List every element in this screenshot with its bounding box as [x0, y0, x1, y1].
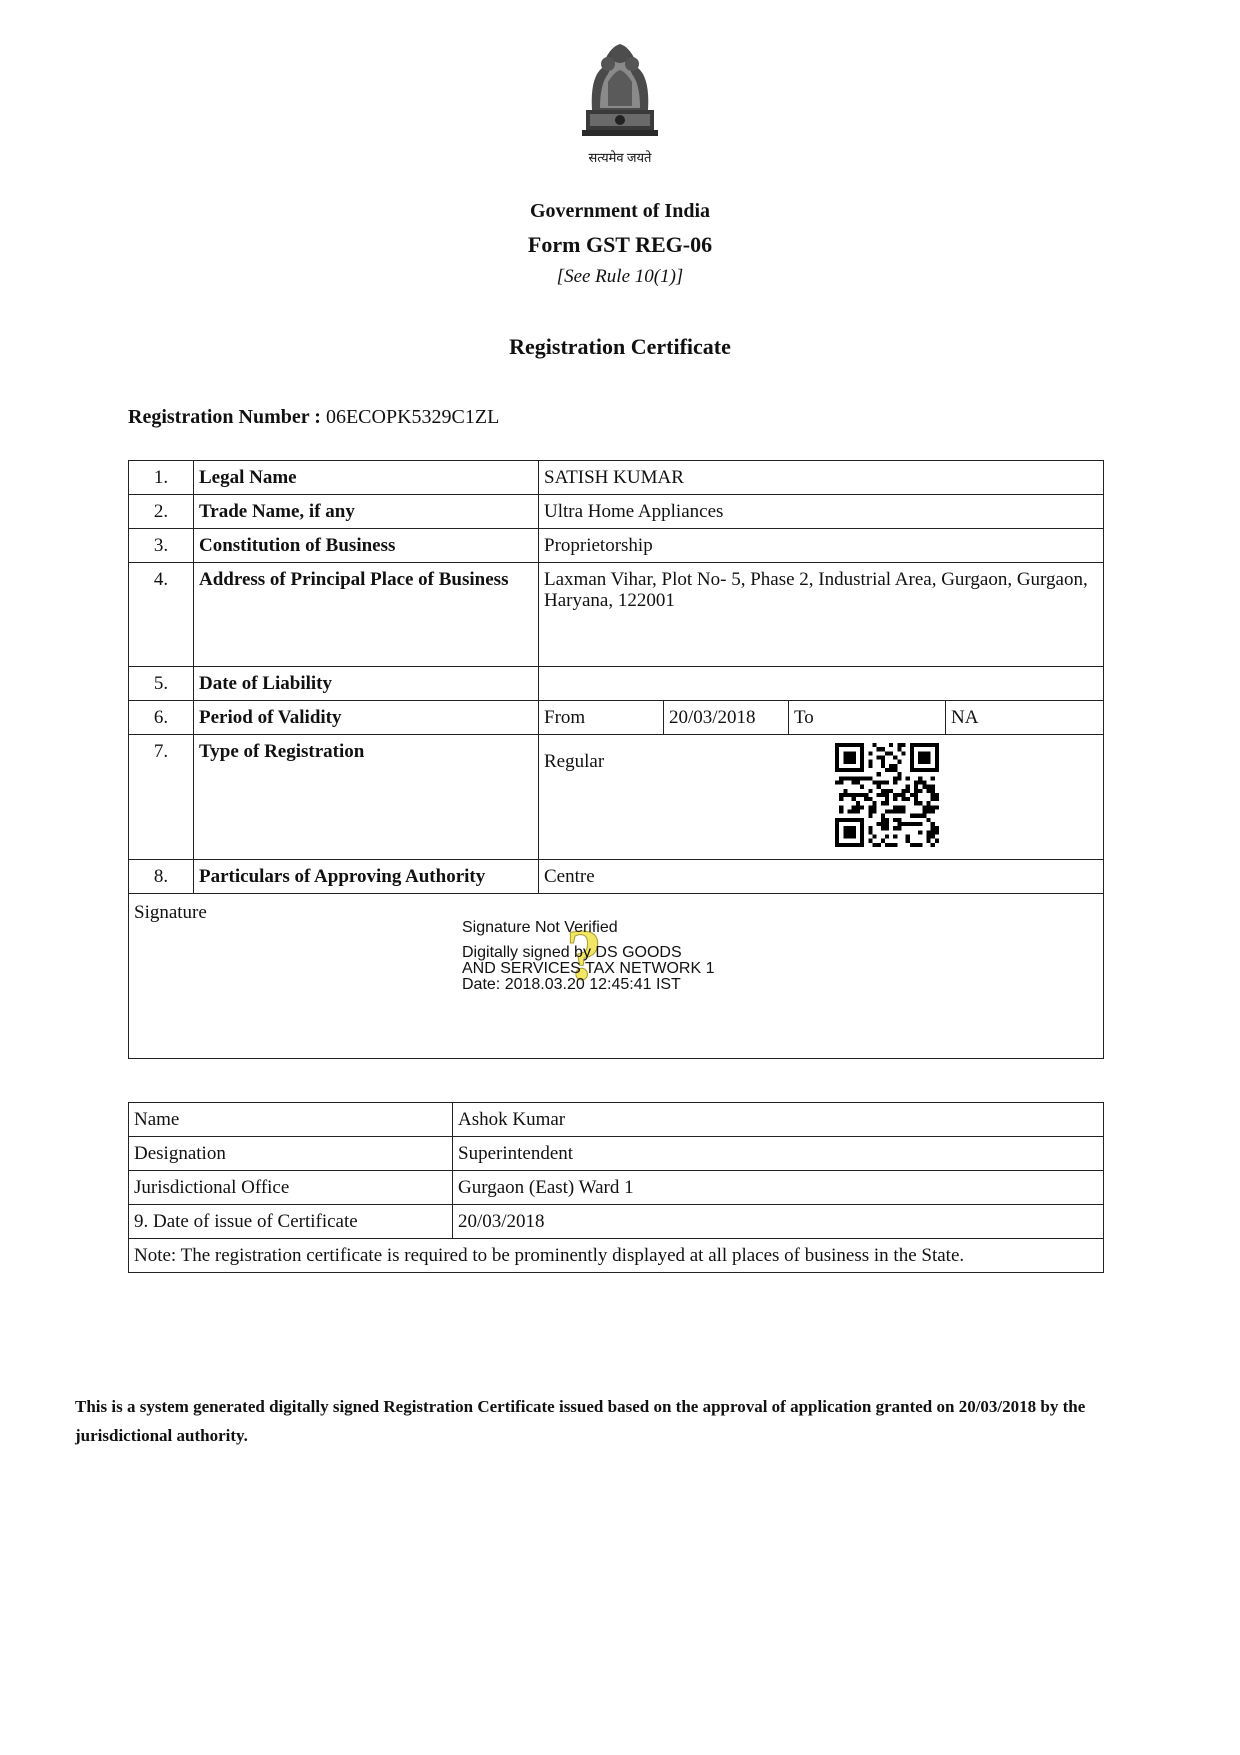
table-row — [129, 701, 1104, 735]
jurisdictional-office-label: Jurisdictional Office — [129, 1171, 453, 1205]
liability-date-value — [539, 667, 1104, 701]
national-motto: सत्यमेव जयते — [588, 150, 652, 165]
row-number: 3. — [129, 529, 194, 563]
row-number: 5. — [129, 667, 194, 701]
signed-by-line: AND SERVICES TAX NETWORK 1 — [462, 960, 715, 977]
table-row — [129, 1205, 1104, 1239]
address-value: Laxman Vihar, Plot No- 5, Phase 2, Industrial Area, Gurgaon, Gurgaon, Haryana, 122001 — [539, 563, 1104, 667]
validity-to-label: To — [789, 701, 946, 735]
signature-status: Signature Not Verified — [462, 919, 618, 936]
jurisdictional-office-value: Gurgaon (East) Ward 1 — [453, 1171, 1104, 1205]
trade-name-label: Trade Name, if any — [194, 495, 539, 529]
row-number: 6. — [129, 701, 194, 735]
validity-to-date: NA — [946, 701, 1104, 735]
issue-date-value: 20/03/2018 — [453, 1205, 1104, 1239]
row-number: 7. — [129, 735, 194, 860]
legal-name-value: SATISH KUMAR — [539, 461, 1104, 495]
issue-date-label: 9. Date of issue of Certificate — [129, 1205, 453, 1239]
officer-name-label: Name — [129, 1103, 453, 1137]
validity-from-label: From — [539, 701, 664, 735]
legal-name-label: Legal Name — [194, 461, 539, 495]
officer-table — [128, 1102, 1104, 1273]
table-row — [129, 1103, 1104, 1137]
constitution-value: Proprietorship — [539, 529, 1104, 563]
national-emblem-icon — [578, 38, 662, 138]
row-number: 8. — [129, 860, 194, 894]
table-row — [129, 735, 1104, 860]
constitution-label: Constitution of Business — [194, 529, 539, 563]
designation-label: Designation — [129, 1137, 453, 1171]
approving-authority-label: Particulars of Approving Authority — [194, 860, 539, 894]
trade-name-value: Ultra Home Appliances — [539, 495, 1104, 529]
signed-by-line: Digitally signed by DS GOODS — [462, 944, 682, 961]
signature-date: Date: 2018.03.20 12:45:41 IST — [462, 976, 681, 993]
registration-type-cell — [539, 735, 1104, 860]
certificate-title: Registration Certificate — [509, 334, 731, 359]
form-title: Form GST REG-06 — [527, 232, 713, 257]
question-mark-icon: ? — [566, 915, 602, 995]
address-label: Address of Principal Place of Business — [194, 563, 539, 667]
validity-from-date: 20/03/2018 — [664, 701, 789, 735]
table-row — [129, 563, 1104, 667]
table-row — [129, 529, 1104, 563]
row-number: 1. — [129, 461, 194, 495]
approving-authority-value: Centre — [539, 860, 1104, 894]
registration-number — [128, 406, 499, 429]
table-row — [129, 1239, 1104, 1273]
digital-signature-block — [462, 920, 715, 993]
designation-value: Superintendent — [453, 1137, 1104, 1171]
signature-row — [129, 894, 1104, 1059]
table-row — [129, 495, 1104, 529]
table-row — [129, 667, 1104, 701]
signature-cell — [129, 894, 1104, 1059]
qr-code-icon — [835, 743, 939, 847]
table-row — [129, 1171, 1104, 1205]
registration-number-value: 06ECOPK5329C1ZL — [325, 406, 500, 428]
certificate-table — [128, 460, 1104, 1059]
table-row — [129, 461, 1104, 495]
registration-type-value: Regular — [544, 751, 605, 772]
rule-reference: [See Rule 10(1)] — [556, 266, 684, 287]
liability-date-label: Date of Liability — [194, 667, 539, 701]
row-number: 2. — [129, 495, 194, 529]
table-row — [129, 860, 1104, 894]
registration-number-label: Registration Number : — [128, 406, 321, 428]
display-note: Note: The registration certificate is required to be prominently displayed at all places of business in the State. — [129, 1239, 1104, 1273]
table-row — [129, 1137, 1104, 1171]
validity-label: Period of Validity — [194, 701, 539, 735]
row-number: 4. — [129, 563, 194, 667]
system-generated-notice: This is a system generated digitally signed Registration Certificate issued based on the approval of application granted on 20/03/2018 by the jurisdictional authority. — [75, 1397, 1086, 1445]
signature-label: Signature — [134, 902, 207, 923]
registration-type-label: Type of Registration — [194, 735, 539, 860]
officer-name-value: Ashok Kumar — [453, 1103, 1104, 1137]
government-heading: Government of India — [530, 200, 710, 222]
